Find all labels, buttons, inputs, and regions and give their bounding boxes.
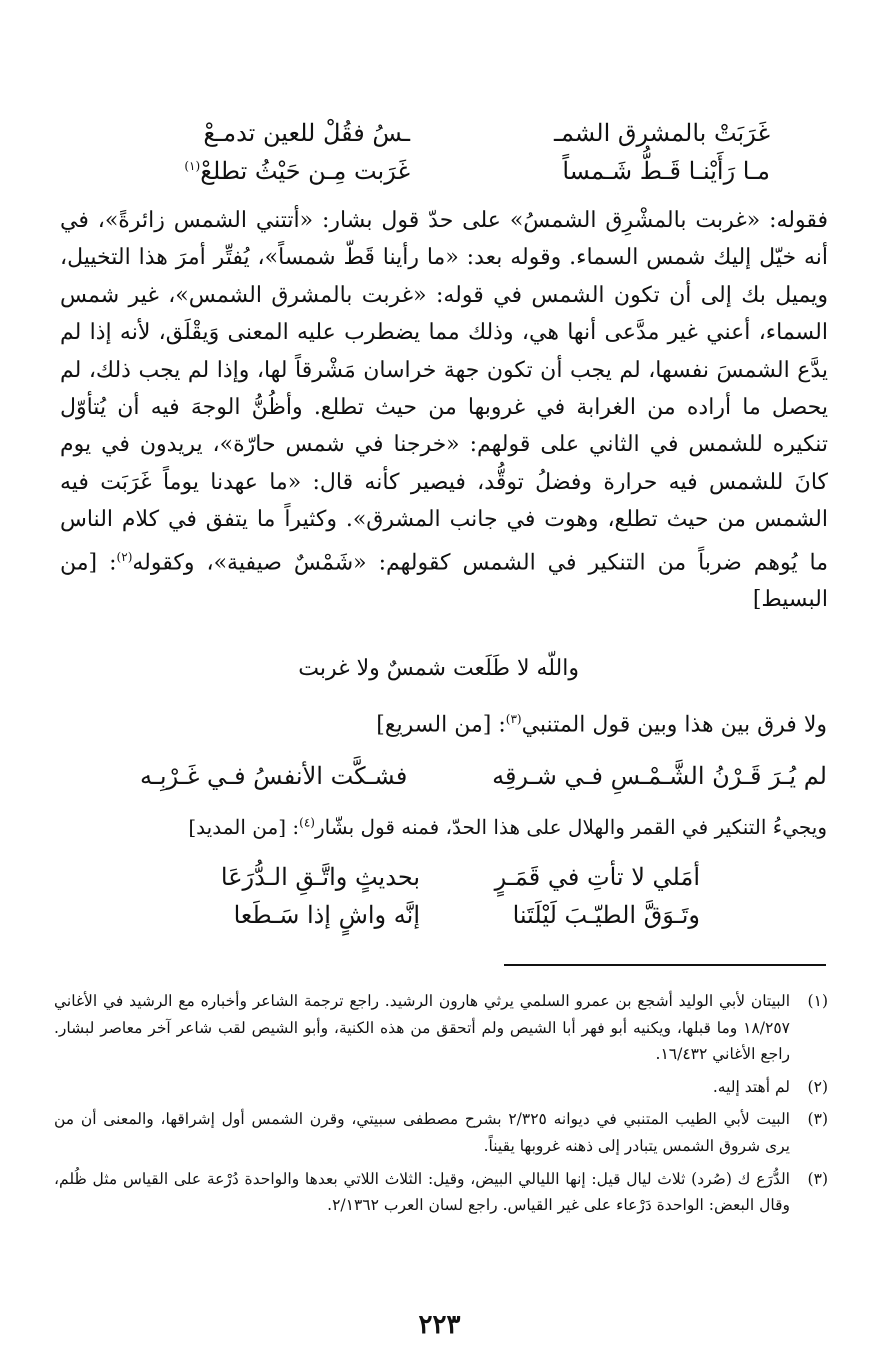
intro-text: ويجيءُ التنكير في القمر والهلال على هذا الحدّ، فمنه قول بشّار [314, 815, 827, 839]
verse-hemistich-right: أمَلي لا تأتِ في قَمَـرٍ [494, 863, 700, 891]
quoted-verse: واللّه لا طَلَعت شمسٌ ولا غربت [298, 656, 579, 681]
footnote-number: (٣) [807, 1110, 828, 1129]
footnote [54, 988, 828, 1068]
verse-hemistich-right: مـا رَأَيْنـا قَـطُّ شَـمساً [562, 157, 770, 185]
verse-row [110, 114, 770, 152]
verse-row [180, 858, 700, 896]
meter-label: : [من المديد] [188, 815, 300, 839]
footnote-marker: (٣) [505, 712, 522, 726]
footnote [54, 1166, 828, 1219]
verse-hemistich-left: بحديثٍ واتَّـقِ الـدُّرَعَا [220, 863, 420, 891]
verse-row [110, 152, 770, 190]
footnotes [54, 988, 828, 1225]
footnote-divider [504, 964, 826, 966]
verse-row [180, 896, 700, 934]
verse-hemistich-right: وتَـوَقَّ الطيّـبَ لَيْلَتَنا [512, 901, 700, 929]
bashar-intro-line [188, 815, 827, 839]
footnote-text: الدُّرَع ك (صُرد) ثلاث ليال قيل: إنها الليالي البيض، وقيل: الثلاث اللاتي بعدها والواحدة دُرْعة على القياس مثل ظُلم، وقال البعض: الواحدة دَرْعاء على غير القياس. راجع لسان العرب ٢/١٣٦٢. [54, 1169, 790, 1215]
verse-block-1 [110, 114, 770, 190]
footnote-marker: (٢) [116, 549, 133, 564]
footnote [54, 1106, 828, 1159]
verse-hemistich-right: غَرَبَتْ بالمشرق الشمـ [553, 119, 770, 147]
verse-hemistich-left: إنَّه واشٍ إذا سَـطَعا [233, 901, 420, 929]
footnote-number: (١) [807, 992, 828, 1010]
footnote-marker: (١) [184, 159, 201, 173]
verse-hemistich-left: ـسُ فقُلْ للعين تدمـعْ [203, 119, 410, 147]
footnote-number: (٣) [807, 1169, 828, 1188]
verse-hemistich-left [110, 157, 410, 185]
footnote-number: (٢) [807, 1077, 828, 1096]
meter-label: : [من البسيط] [60, 549, 828, 613]
footnote-marker: (٤) [299, 815, 315, 830]
page-number: ٢٢٣ [418, 1310, 461, 1340]
verse-text: غَرَبت مِـن حَيْثُ تطلعْ [200, 157, 410, 185]
footnote-text: لم أهتد إليه. [712, 1077, 790, 1096]
intro-text: ولا فرق بين هذا وبين قول المتنبي [521, 712, 827, 738]
verse-hemistich-right: لم يُـرَ قَـرْنُ الشَّـمْـسِ فـي شـرقِه [492, 762, 827, 790]
footnote-text: البيت لأبي الطيب المتنبي في ديوانه ٢/٣٢٥ بشرح مصطفى سبيتي، وقرن الشمس أول إشراقها، والمعنى أن من يرى شروق الشمس يتبادر إلى ذهنه غروبها يقيناً. [54, 1110, 790, 1155]
verse-block-2 [180, 858, 700, 934]
commentary-paragraph [60, 202, 828, 619]
footnote-text: البيتان لأبي الوليد أشجع بن عمرو السلمي يرثي هارون الرشيد. راجع ترجمة الشاعر وأخباره مع الرشيد في الأغاني ١٨/٢٥٧ وما قبلها، ويكنيه أبو فهر أبا الشيص ولم أتحقق من هذه الكنية، وأبو الشيص لقب شاعر آخر معاصر لبشار. راجع الأغاني ١٦/٤٣٢. [54, 992, 790, 1064]
paragraph-text: فقوله: «غربت بالمشْرِق الشمسُ» على حدّ قول بشار: «أتتني الشمس زائرةً»، في أنه خيّل إليك شمس السماء. وقوله بعد: «ما رأينا قَطّ شمساً»، يُفتِّر أمرَ هذا التخييل، ويميل بك إلى أن تكون الشمس في قوله: «غربت بالمشرق الشمس»، غير شمس السماء، أعني غير مدَّعى أنها هي، وذلك مما يضطرب عليه المعنى وَيقْلَق، لأنه إذا لم يدَّع الشمسَ نفسها، لم يجب أن تكون جهة خراسان مَشْرقاً لها، وإذا لم يجب ذلك، لم يحصل ما أراده من الغرابة في غروبها من حيث تطلع. وأظُنُّ الوجهَ فيه أن يُتأوّل تنكيره للشمس في الثاني على قولهم: «خرجنا في شمس حارّة»، يريدون في يوم كانَ للشمس فيه حرارة وفضلُ توقُّد، فيصير كأنه قال: «ما عهدنا يوماً غَرَبَت فيه الشمس من حيث تطلع، وهوت في جانب المشرق». وكثيراً ما يتفق في كلام الناس ما يُوهم ضرباً من التنكير في الشمس كقولهم: «شَمْسٌ صيفية»، وكقوله [60, 208, 828, 575]
mutanabbi-intro-line [376, 712, 827, 737]
meter-label: : [من السريع] [376, 712, 506, 738]
verse-hemistich-left: فشـكَّت الأنفسُ فـي غَـرْبِـه [140, 762, 408, 790]
footnote [54, 1074, 828, 1101]
